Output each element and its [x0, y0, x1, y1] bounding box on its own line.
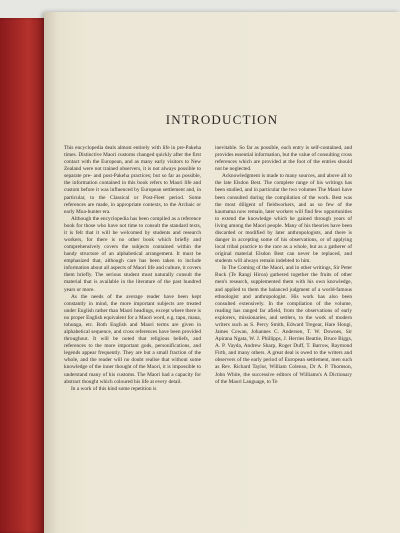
book-page [44, 12, 400, 533]
page-heading: INTRODUCTION [165, 112, 279, 127]
paragraph: Acknowledgment is made to many sources, and above all to the late Elsdon Best. The complete range of his writings has been studied, and in particular the two volumes The Maori have been consulted during the compilation of the work. Best was the most diligent of fieldworkers, and as so few of the kaumatua now remain, later workers will find few opportunities to extend the knowledge which he gained through years of living among the Maori people. Many of his theories have been discarded or modified by later anthropologists, and there is danger in accepting some of his observations, or of applying local tribal practice to the race as a whole, but as a gatherer of original material Elsdon Best can never be replaced, and students will always remain indebted to him. [215, 173, 352, 265]
paragraph: As the needs of the average reader have been kept constantly in mind, the more important subjects are treated under English rather than Maori headings, except where there is no proper English equivalent for a Maori word, e.g. tapu, mana, tohunga, etc. Both English and Maori terms are given in alphabetical sequence, and cross references have been provided throughout. It will be noted that religious beliefs, and references to the more important gods, personifications, and legends appear frequently. They are but a small fraction of the whole, and the reader will no doubt realise that without some knowledge of the inner thought of the Maori, it is impossible to understand many of his customs. The Maori had a capacity for abstract thought which coloured his life at every detail. [64, 293, 201, 385]
left-text-column [64, 145, 201, 393]
paragraph: This encyclopedia deals almost entirely with life in pre-Pakeha times. Distinctive Maori customs changed quickly after the first contact with the European, and as many early visitors to New Zealand were not trained observers, it is not always possible to separate pre- and post-Pakeha practices; but so far as possible, the information contained in this book refers to Maori life and custom before it was influenced by European settlement and, in particular, to the Classical or Post-Fleet period. Some references are made, in appropriate contexts, to the Archaic or early Moa-hunter era. [64, 145, 201, 215]
paragraph: In a work of this kind some repetition is [71, 385, 157, 392]
paragraph: In The Coming of the Maori, and in other writings, Sir Peter Buck (Te Rangi Hiroa) gathered together the fruits of other men's research, supplemented them with his own knowledge, and applied to them the balanced judgment of a world-famous ethnologist and anthropologist. His work has also been consulted extensively. In the compilation of the volume, reading has ranged far afield, from the observations of early explorers, missionaries, and settlers, to the work of modern writers such as S. Percy Smith, Edward Tregear, Hare Hongi, James Cowan, Johannes C. Andersen, T. W. Downes, Sir Apirana Ngata, W. J. Phillipps, J. Herries Beattie, Bruce Biggs, A. P. Vayda, Andrew Sharp, Roger Duff, T. Barrow, Raymond Firth, and many others. A great deal is owed to the writers and observers of the early period of European settlement, men such as Rev. Richard Taylor, William Colenso, Dr A. P. Thomson, John White, the successive editors of Williams's A Dictionary of the Maori Language, to Te [215, 265, 352, 385]
paragraph: Although the encyclopedia has been compiled as a reference book for those who have not time to consult the standard texts, it is felt that it will be welcomed by students and research workers, for there is no other book which briefly and comprehensively covers the subjects contained within the handy structure of an alphabetical arrangement. It must be emphasized that, although care has been taken to include information about all aspects of Maori life and culture, it covers them briefly. The serious student must naturally consult the material that is available in the literature of the past hundred years or more. [64, 215, 201, 293]
paragraph: inevitable. So far as possible, each entry is self-contained, and provides essential information, but the value of consulting cross references which are provided at the foot of the entries should not be neglected. [215, 145, 352, 173]
right-text-column [215, 145, 352, 386]
